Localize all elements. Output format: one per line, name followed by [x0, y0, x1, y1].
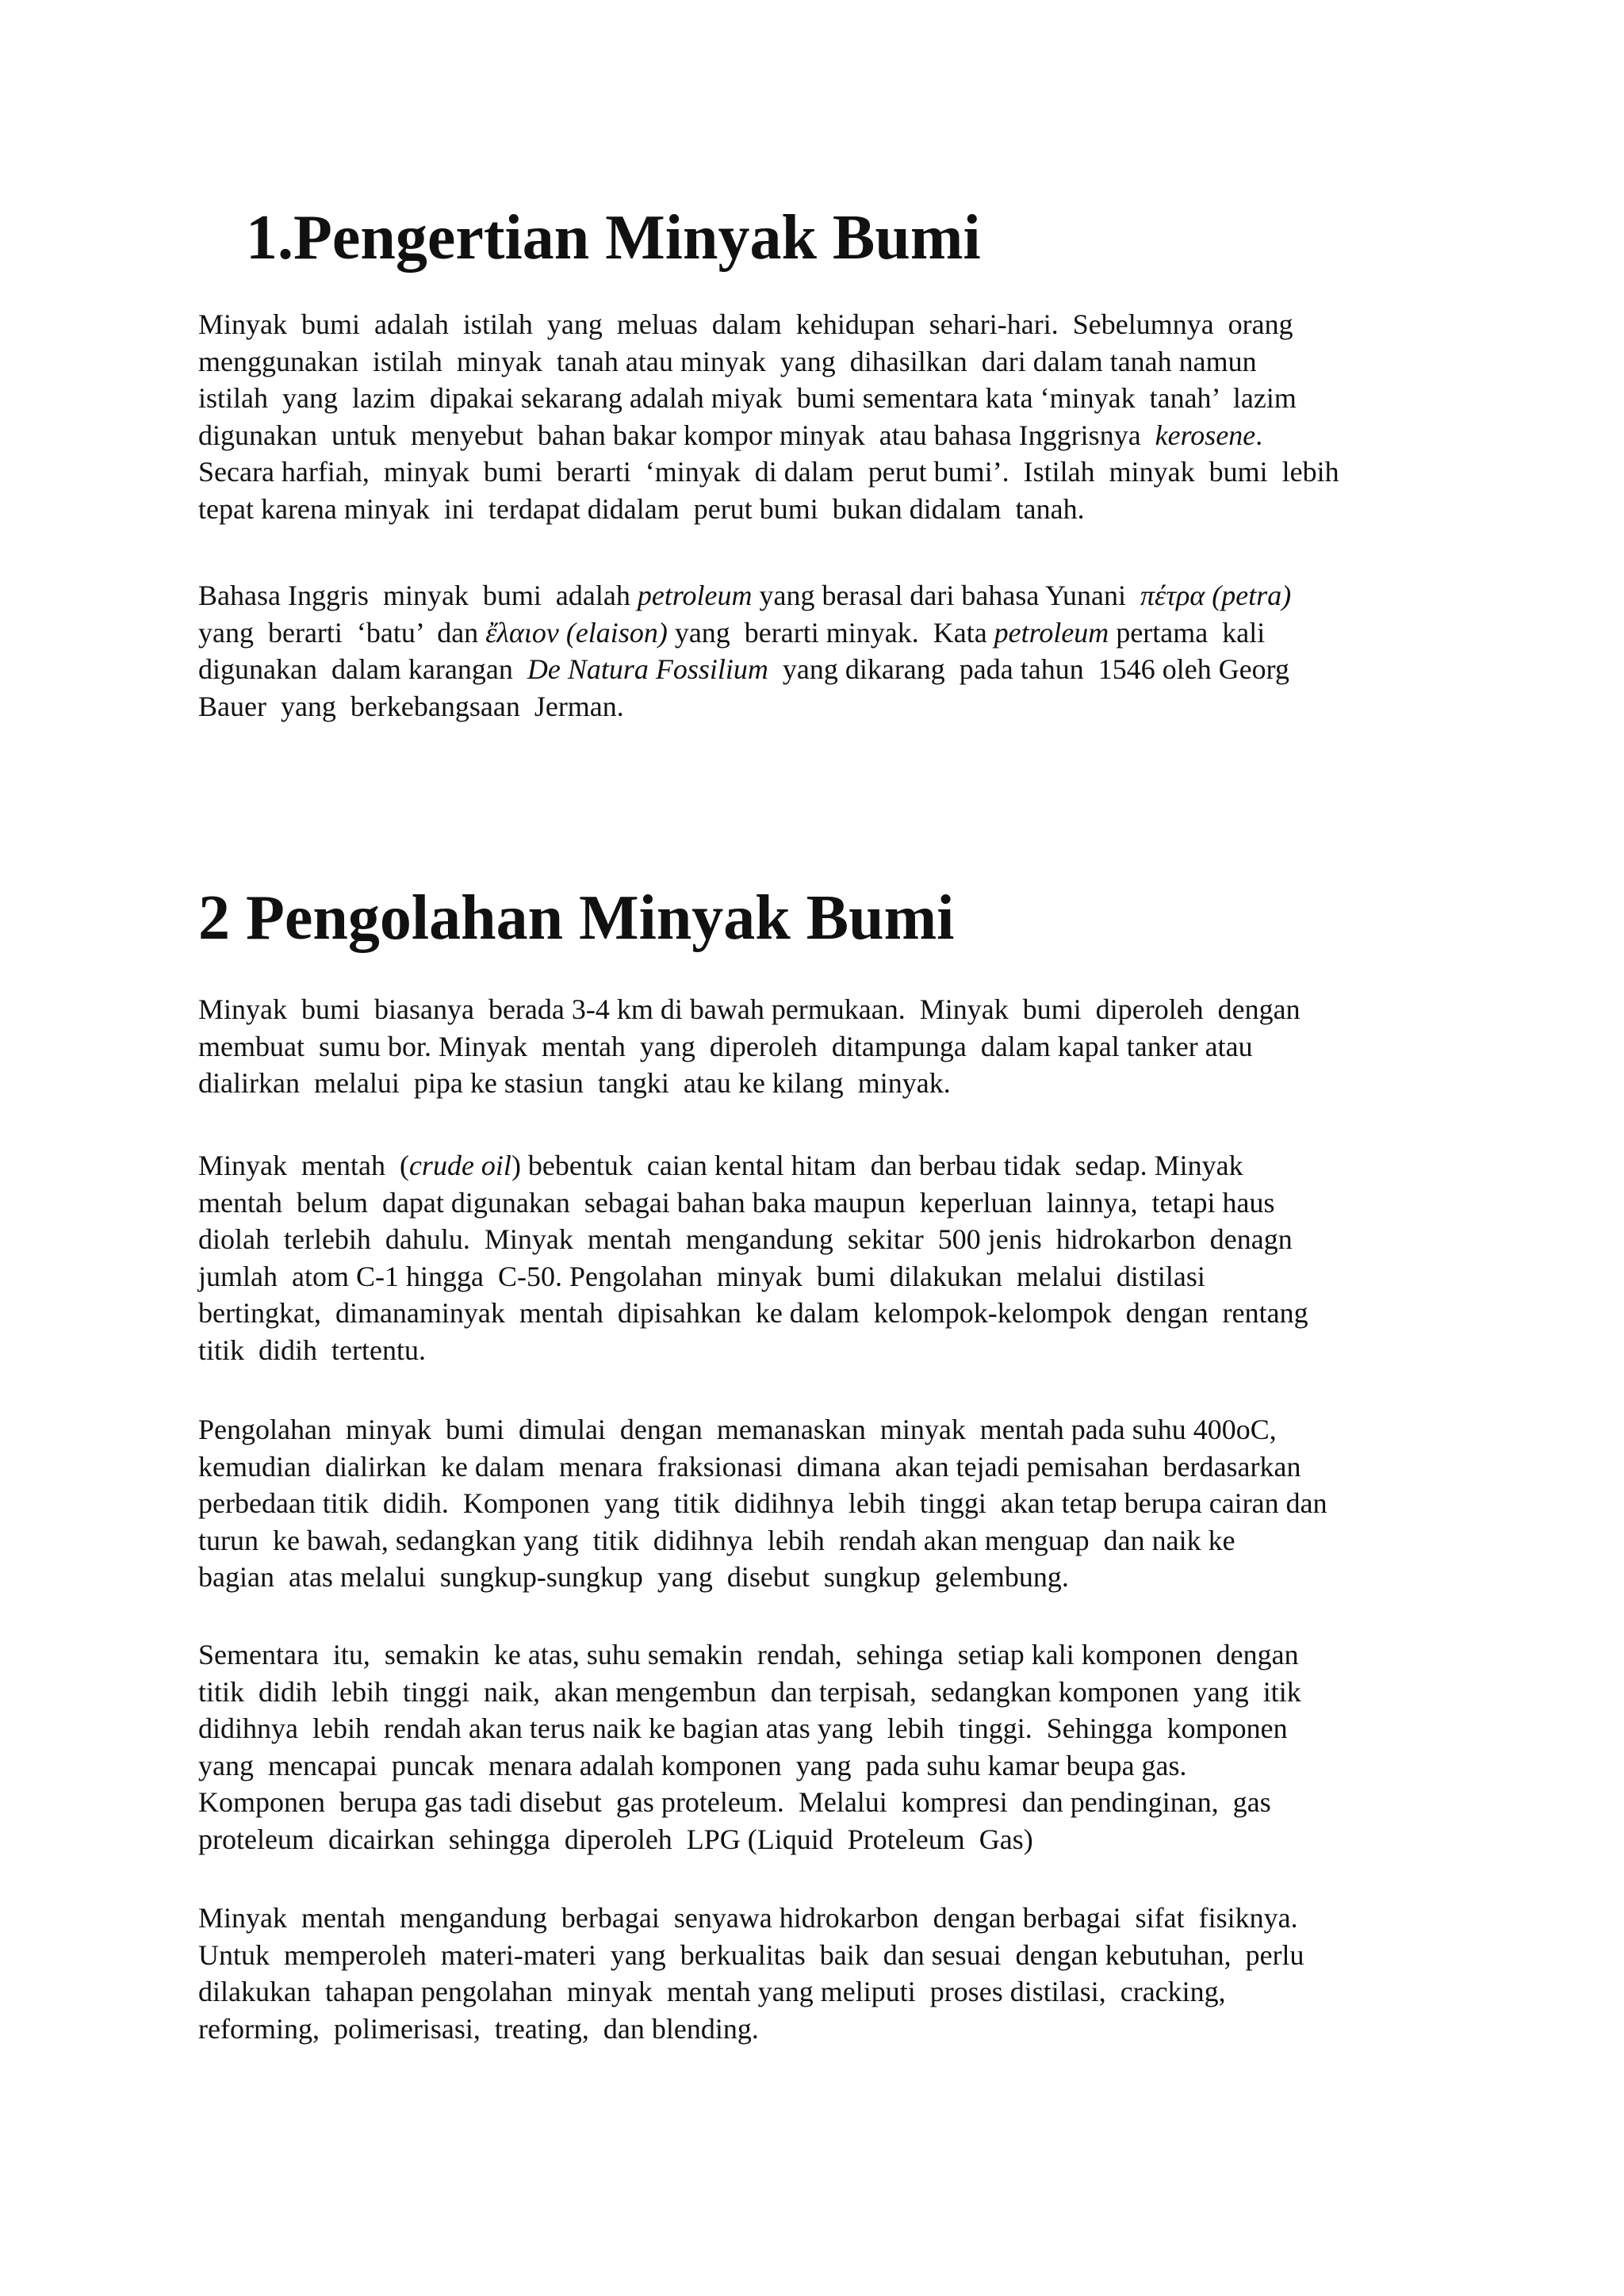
text-line: Minyak mentah mengandung berbagai senyawa hidrokarbon dengan berbagai sifat fisiknya.: [198, 1902, 1298, 1934]
text-line: jumlah atom C-1 hingga C-50. Pengolahan minyak bumi dilakukan melalui distilasi: [198, 1260, 1205, 1292]
text-line: Sementara itu, semakin ke atas, suhu semakin rendah, sehinga setiap kali komponen dengan: [198, 1639, 1299, 1670]
italic-term: ἔλαιον (elaison): [485, 616, 668, 649]
text-line: Minyak mentah (crude oil) bebentuk caian kental hitam dan berbau tidak sedap. Minyak: [198, 1150, 1243, 1181]
text-line: titik didih tertentu.: [198, 1334, 426, 1366]
section-2-paragraph-3: [198, 1411, 1451, 1596]
text-line: proteleum dicairkan sehingga diperoleh LPG (Liquid Proteleum Gas): [198, 1823, 1033, 1855]
text-line: Komponen berupa gas tadi disebut gas proteleum. Melalui kompresi dan pendinginan, gas: [198, 1786, 1271, 1818]
italic-term: petroleum: [637, 580, 753, 611]
text-line: yang mencapai puncak menara adalah komponen yang pada suhu kamar beupa gas.: [198, 1749, 1187, 1781]
text-line: didihnya lebih rendah akan terus naik ke bagian atas yang lebih tinggi. Sehingga komponen: [198, 1712, 1288, 1744]
italic-term: De Natura Fossilium: [527, 653, 768, 685]
italic-term: crude oil: [408, 1150, 511, 1181]
text-line: digunakan untuk menyebut bahan bakar kompor minyak atau bahasa Inggrisnya kerosene.: [198, 419, 1263, 451]
text-line: Minyak bumi biasanya berada 3-4 km di bawah permukaan. Minyak bumi diperoleh dengan: [198, 993, 1300, 1025]
italic-term: petroleum: [994, 616, 1109, 649]
italic-term: kerosene: [1155, 419, 1256, 451]
text-line: istilah yang lazim dipakai sekarang adalah miyak bumi sementara kata ‘minyak tanah’ lazim: [198, 382, 1297, 414]
text-line: yang berarti ‘batu’ dan ἔλαιον (elaison) yang berarti minyak. Kata petroleum pertama kali: [198, 616, 1266, 649]
text-line: Bauer yang berkebangsaan Jerman.: [198, 690, 624, 722]
text-line: dilakukan tahapan pengolahan minyak mentah yang meliputi proses distilasi, cracking,: [198, 1976, 1226, 2007]
section-2-paragraph-4: [198, 1636, 1451, 1858]
text-line: Minyak bumi adalah istilah yang meluas dalam kehidupan sehari-hari. Sebelumnya orang: [198, 308, 1293, 340]
text-line: Pengolahan minyak bumi dimulai dengan memanaskan minyak mentah pada suhu 400oC,: [198, 1414, 1277, 1445]
text-line: bagian atas melalui sungkup-sungkup yang disebut sungkup gelembung.: [198, 1561, 1069, 1593]
text-line: turun ke bawah, sedangkan yang titik didihnya lebih rendah akan menguap dan naik ke: [198, 1524, 1235, 1556]
text-line: bertingkat, dimanaminyak mentah dipisahkan ke dalam kelompok-kelompok dengan rentang: [198, 1297, 1308, 1329]
text-line: titik didih lebih tinggi naik, akan mengembun dan terpisah, sedangkan komponen yang itik: [198, 1675, 1301, 1708]
section-1-paragraph-2: [198, 577, 1451, 725]
section-2-paragraph-5: [198, 1900, 1451, 2047]
section-1-paragraph-1: [198, 306, 1451, 527]
text-line: kemudian dialirkan ke dalam menara fraksionasi dimana akan tejadi pemisahan berdasarkan: [198, 1450, 1301, 1483]
text-line: menggunakan istilah minyak tanah atau minyak yang dihasilkan dari dalam tanah namun: [198, 345, 1257, 377]
text-line: Bahasa Inggris minyak bumi adalah petroleum yang berasal dari bahasa Yunani πέτρα (petra): [198, 580, 1292, 611]
text-line: digunakan dalam karangan De Natura Fossilium yang dikarang pada tahun 1546 oleh Georg: [198, 653, 1290, 685]
text-line: diolah terlebih dahulu. Minyak mentah mengandung sekitar 500 jenis hidrokarbon denagn: [198, 1223, 1293, 1255]
italic-term: πέτρα (petra): [1140, 580, 1292, 611]
text-line: membuat sumu bor. Minyak mentah yang diperoleh ditampunga dalam kapal tanker atau: [198, 1030, 1253, 1062]
text-line: Untuk memperoleh materi-materi yang berkualitas baik dan sesuai dengan kebutuhan, perlu: [198, 1938, 1304, 1971]
section-2-title: 2 Pengolahan Minyak Bumi: [198, 883, 955, 953]
text-line: perbedaan titik didih. Komponen yang titik didihnya lebih tinggi akan tetap berupa cairan dan: [198, 1487, 1327, 1519]
text-line: reforming, polimerisasi, treating, dan blending.: [198, 2012, 759, 2045]
text-line: Secara harfiah, minyak bumi berarti ‘minyak di dalam perut bumi’. Istilah minyak bumi lebih: [198, 456, 1339, 488]
text-line: dialirkan melalui pipa ke stasiun tangki atau ke kilang minyak.: [198, 1067, 951, 1099]
section-1-title: 1.Pengertian Minyak Bumi: [246, 203, 981, 273]
text-line: mentah belum dapat digunakan sebagai bahan baka maupun keperluan lainnya, tetapi haus: [198, 1186, 1275, 1219]
text-line: tepat karena minyak ini terdapat didalam perut bumi bukan didalam tanah.: [198, 492, 1085, 525]
section-2-paragraph-2: [198, 1147, 1451, 1368]
section-2-paragraph-1: [198, 991, 1451, 1102]
